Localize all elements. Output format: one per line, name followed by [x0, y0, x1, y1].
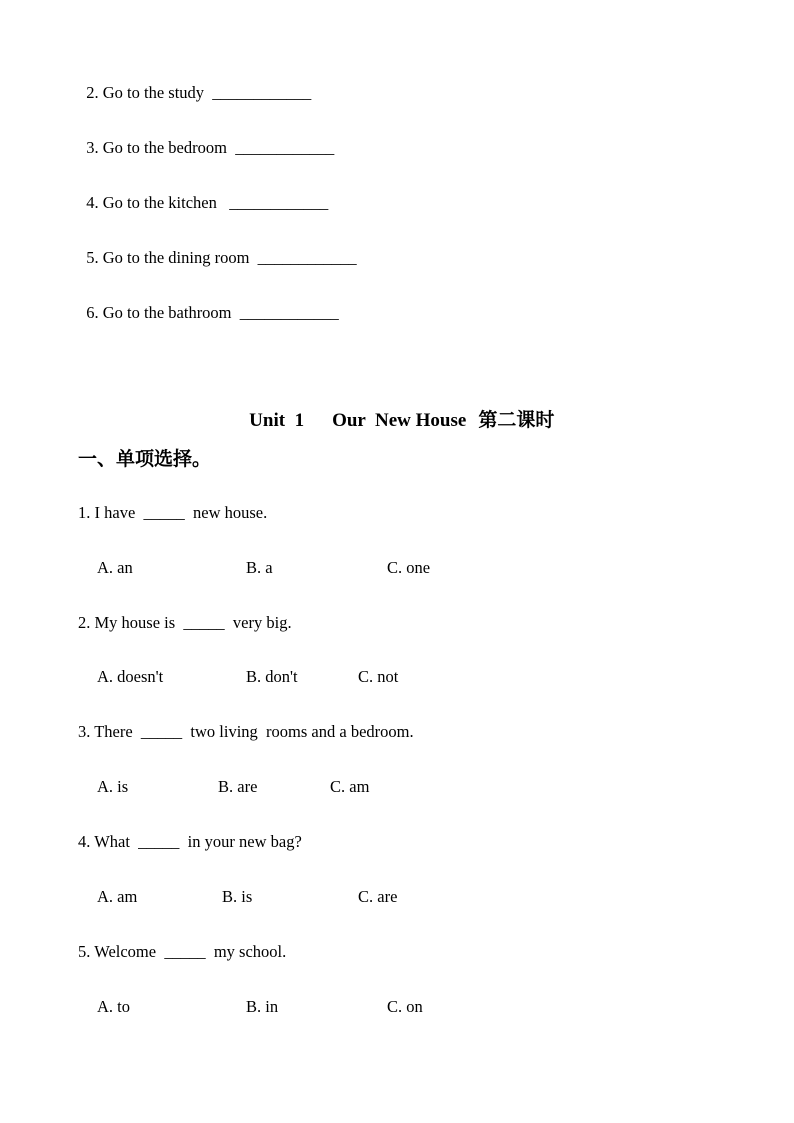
option-a: A. to [97, 997, 130, 1016]
answer-blank: ____________ [257, 248, 357, 267]
question-stem: 3. There _____ two living rooms and a bedroom. [78, 722, 414, 741]
matching-text: 3. Go to the bedroom [86, 138, 227, 157]
option-b: B. a [246, 558, 273, 577]
matching-item [78, 173, 328, 213]
matching-item [78, 283, 339, 323]
section-heading: 一、单项选择。 [78, 448, 212, 470]
option-a: A. an [97, 558, 133, 577]
lesson-label: 第二课时 [478, 410, 555, 431]
answer-blank: ____________ [239, 303, 339, 322]
question-stem: 4. What _____ in your new bag? [78, 832, 302, 851]
option-c: C. one [387, 558, 431, 577]
option-a: A. doesn't [97, 667, 164, 686]
matching-item [78, 228, 357, 268]
answer-blank: ____________ [212, 83, 312, 102]
matching-item [78, 63, 311, 103]
question-stem: 2. My house is _____ very big. [78, 613, 292, 632]
unit-number: Unit 1 [249, 410, 305, 431]
matching-text: 4. Go to the kitchen [86, 193, 217, 212]
question-stem: 5. Welcome _____ my school. [78, 942, 287, 961]
unit-title [0, 385, 794, 433]
option-c: C. am [330, 777, 370, 796]
option-a: A. is [97, 777, 129, 796]
unit-name: Our New House [332, 410, 467, 431]
matching-text: 2. Go to the study [86, 83, 205, 102]
option-c: C. on [387, 997, 423, 1016]
option-b: B. are [218, 777, 258, 796]
answer-blank: ____________ [229, 193, 329, 212]
question-stem: 1. I have _____ new house. [78, 503, 268, 522]
matching-text: 5. Go to the dining room [86, 248, 250, 267]
option-b: B. is [222, 887, 253, 906]
matching-item [78, 118, 334, 158]
option-c: C. are [358, 887, 398, 906]
option-b: B. don't [246, 667, 298, 686]
matching-text: 6. Go to the bathroom [86, 303, 232, 322]
answer-blank: ____________ [235, 138, 335, 157]
option-b: B. in [246, 997, 279, 1016]
option-a: A. am [97, 887, 138, 906]
option-c: C. not [358, 667, 399, 686]
